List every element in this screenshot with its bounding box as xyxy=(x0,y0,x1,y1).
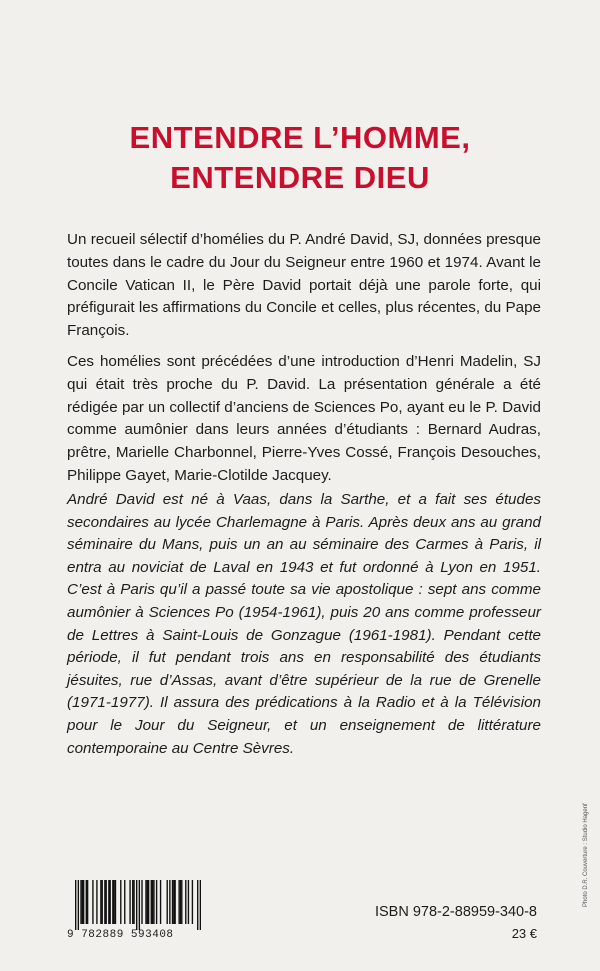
author-biography: André David est né à Vaas, dans la Sarthe, et a fait ses études secondaires au lycée Charlemagne à Paris. Après deux ans au grand séminaire du Mans, puis un an au séminaire des Carmes à Paris, il entra au noviciat de Laval en 1943 et fut ordonné à Lyon en 1951. C’est à Paris qu’il a passé toute sa vie apostolique : sept ans comme aumônier à Sciences Po (1954-1961), puis 20 ans comme professeur de Lettres à Saint-Louis de Gonzague (1961-1981). Pendant cette période, il fut pendant trois ans en responsabilité des étudiants jésuites, rue d’Assas, avant d’être supérieur de la rue de Grenelle (1971-1977). Il assura des prédications à la Radio et à la Télévision pour le Jour du Seigneur, et un enseignement de littérature contemporaine au Centre Sèvres. xyxy=(67,491,541,757)
barcode-bar xyxy=(151,880,152,924)
barcode-bar xyxy=(145,880,146,924)
intro-paragraph-2: Ces homélies sont précédées d’une introduction d’Henri Madelin, SJ qui était très proche du P. David. La présentation générale a été rédigée par un collectif d’anciens de Sciences Po, ayant eu le P. David comme aumônier dans leurs années d’étudiants : Bernard Audras, prêtre, Marielle Charbonnel, Pierre-Yves Cossé, François Desouches, Philippe Gayet, Marie-Clotilde Jacquey. xyxy=(67,352,541,484)
book-title-line-1: ENTENDRE L’HOMME, xyxy=(129,120,471,155)
barcode-bar xyxy=(78,880,79,930)
barcode-bar xyxy=(139,880,140,930)
barcode-bar xyxy=(178,880,179,924)
cover-credit: Photo D.R. Couverture : Studio Hagenf xyxy=(583,803,589,907)
barcode-bar xyxy=(174,880,175,924)
barcode-bar xyxy=(113,880,114,924)
barcode-bar xyxy=(188,880,189,924)
barcode-bar xyxy=(160,880,161,924)
barcode-bar xyxy=(153,880,154,924)
barcode-bar xyxy=(129,880,130,924)
barcode-bar xyxy=(148,880,149,924)
intro-paragraph-1: Un recueil sélectif d’homélies du P. André David, SJ, données presque toutes dans le cadre du Jour du Seigneur entre 1960 et 1974. Avant le Concile Vatican II, le Père David portait déjà une parole forte, qui préfigurait les affirmations du Concile et celles, plus récentes, du Pape François. xyxy=(67,231,541,340)
barcode-bar xyxy=(109,880,110,924)
barcode-bar xyxy=(169,880,170,924)
barcode-bar xyxy=(75,880,76,930)
barcode-bar xyxy=(106,880,107,924)
barcode-bar xyxy=(181,880,182,924)
barcode-bar xyxy=(115,880,116,924)
barcode-bar xyxy=(124,880,125,924)
barcode-digits: 9 782889 593408 xyxy=(67,929,174,941)
barcode-bar xyxy=(197,880,198,930)
barcode-bar xyxy=(156,880,157,924)
barcode-bar xyxy=(86,880,87,924)
barcode-bar xyxy=(185,880,186,924)
barcode-bar xyxy=(141,880,142,924)
barcode-bar xyxy=(167,880,168,924)
barcode-bar xyxy=(104,880,105,924)
barcode-bar xyxy=(136,880,137,930)
barcode-bar xyxy=(100,880,101,924)
book-title xyxy=(0,118,600,198)
barcode-bar xyxy=(180,880,181,924)
barcode-bar xyxy=(83,880,84,924)
barcode-bar xyxy=(173,880,174,924)
barcode-bar xyxy=(120,880,121,924)
isbn-barcode xyxy=(67,880,209,942)
barcode-bar xyxy=(102,880,103,924)
barcode-bar xyxy=(147,880,148,924)
book-title-line-2: ENTENDRE DIEU xyxy=(170,160,430,195)
barcode-bar xyxy=(172,880,173,924)
intro-text xyxy=(67,229,541,496)
barcode-bar xyxy=(152,880,153,924)
barcode-bar xyxy=(82,880,83,924)
barcode-bars xyxy=(75,880,201,930)
barcode-bar xyxy=(96,880,97,924)
barcode-bar xyxy=(80,880,81,924)
barcode-bar xyxy=(92,880,93,924)
barcode-bar xyxy=(87,880,88,924)
isbn-number: ISBN 978-2-88959-340-8 xyxy=(374,904,537,920)
barcode-bar xyxy=(133,880,134,924)
barcode-bar xyxy=(192,880,193,924)
barcode-bar xyxy=(108,880,109,924)
barcode-bar xyxy=(200,880,201,930)
barcode-bar xyxy=(132,880,133,924)
price: 23 € xyxy=(511,926,537,941)
barcode-bar xyxy=(112,880,113,924)
